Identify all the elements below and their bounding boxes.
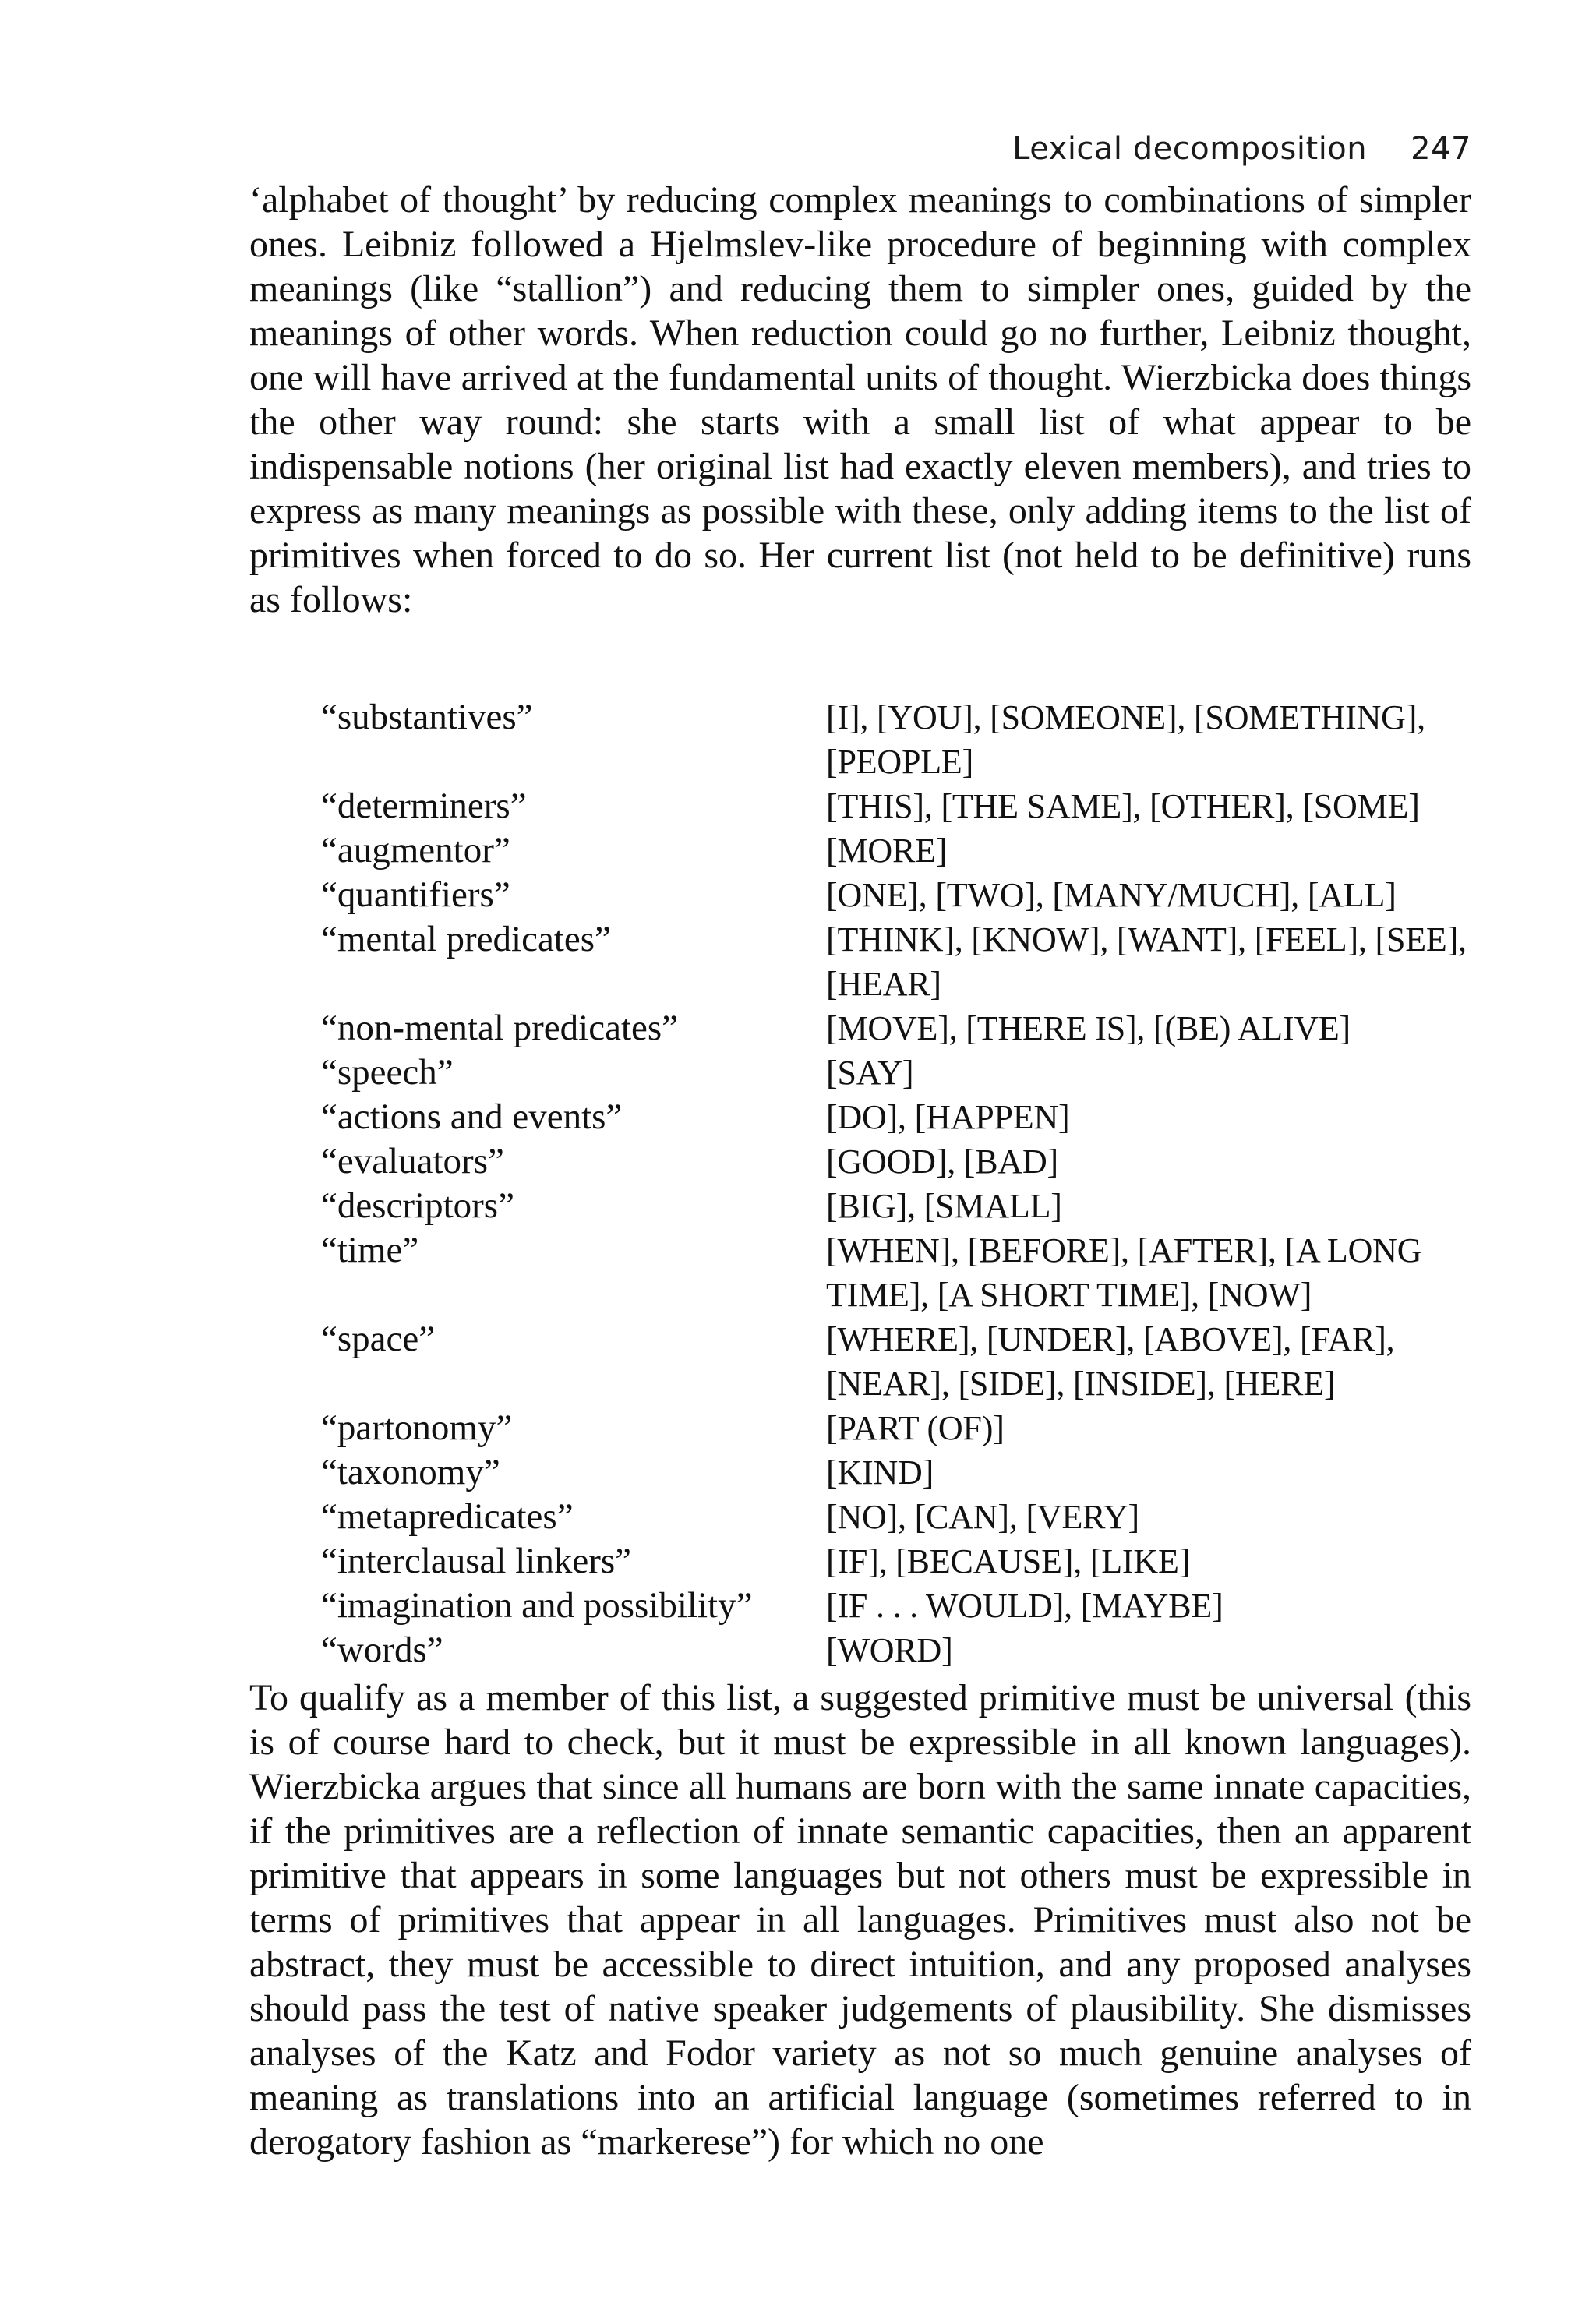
list-item <box>321 695 1474 784</box>
primitive-values: [THIS], [THE SAME], [OTHER], [SOME] <box>826 787 1420 825</box>
list-item <box>321 1539 1474 1584</box>
list-item <box>321 1095 1474 1139</box>
primitive-values: [IF], [BECAUSE], [LIKE] <box>826 1542 1191 1580</box>
list-item <box>321 1584 1474 1628</box>
primitive-category: “space” <box>321 1319 436 1359</box>
list-item <box>321 1450 1474 1495</box>
list-item <box>321 1006 1474 1051</box>
primitive-values: [WORD] <box>826 1631 953 1669</box>
running-title: Lexical decomposition <box>1012 131 1368 167</box>
list-item <box>321 1628 1474 1672</box>
list-item <box>321 1317 1474 1406</box>
primitive-values: [NO], [CAN], [VERY] <box>826 1498 1139 1536</box>
primitive-values: [KIND] <box>826 1453 934 1492</box>
running-head <box>1012 131 1471 167</box>
primitive-values: [IF . . . WOULD], [MAYBE] <box>826 1587 1223 1625</box>
primitive-values: [SAY] <box>826 1054 914 1092</box>
list-item <box>321 1228 1474 1317</box>
list-item <box>321 917 1474 1006</box>
list-item <box>321 1495 1474 1539</box>
page-number: 247 <box>1411 131 1471 167</box>
primitive-values: [PART (OF)] <box>826 1409 1005 1447</box>
primitive-category: “actions and events” <box>321 1097 623 1137</box>
paragraph-criteria: To qualify as a member of this list, a suggested primitive must be universal (this is of course hard to check, but it must be expressible in all known languages). Wierzbicka argues that since all humans are born with the same innate capacities, if the primitives are a reflection of innate semantic capacities, then an apparent primitive that appears in some languages but not others must be expressible in terms of primitives that appear in all languages. Primitives must also not be abstract, they must be accessible to direct intuition, and any proposed analyses should pass the test of native speaker judgements of plausibility. She dismisses analyses of the Katz and Fodor variety as not so much genuine analyses of meaning as translations into an artificial language (sometimes referred to in derogatory fashion as “markerese”) for which no one <box>249 1677 1471 2163</box>
primitive-values: [MORE] <box>826 832 948 870</box>
primitive-values: [MOVE], [THERE IS], [(BE) ALIVE] <box>826 1009 1351 1047</box>
primitive-category: “mental predicates” <box>321 919 611 959</box>
primitive-category: “taxonomy” <box>321 1452 500 1492</box>
primitive-values: [BIG], [SMALL] <box>826 1187 1062 1225</box>
primitive-values: [THINK], [KNOW], [WANT], [FEEL], [SEE], [HEAR] <box>826 920 1467 1003</box>
list-item <box>321 1406 1474 1450</box>
list-item <box>321 784 1474 828</box>
list-item <box>321 1051 1474 1095</box>
primitive-category: “time” <box>321 1230 419 1270</box>
primitive-category: “imagination and possibility” <box>321 1585 753 1626</box>
semantic-primitives-list <box>321 695 1474 1672</box>
primitive-values: [I], [YOU], [SOMEONE], [SOMETHING], [PEOPLE] <box>826 698 1425 781</box>
primitive-category: “evaluators” <box>321 1141 504 1181</box>
primitive-values: [WHEN], [BEFORE], [AFTER], [A LONG TIME], [A SHORT TIME], [NOW] <box>826 1231 1422 1314</box>
primitive-category: “descriptors” <box>321 1185 514 1226</box>
list-item <box>321 1184 1474 1228</box>
list-item <box>321 873 1474 917</box>
primitive-category: “words” <box>321 1630 443 1670</box>
primitive-values: [DO], [HAPPEN] <box>826 1098 1070 1136</box>
primitive-category: “metapredicates” <box>321 1496 574 1537</box>
primitive-category: “partonomy” <box>321 1407 513 1448</box>
primitive-category: “substantives” <box>321 697 533 737</box>
primitive-category: “speech” <box>321 1052 454 1093</box>
primitive-values: [ONE], [TWO], [MANY/MUCH], [ALL] <box>826 876 1396 914</box>
list-item <box>321 828 1474 873</box>
primitive-category: “interclausal linkers” <box>321 1541 632 1581</box>
primitive-values: [WHERE], [UNDER], [ABOVE], [FAR], [NEAR], [SIDE], [INSIDE], [HERE] <box>826 1320 1395 1403</box>
primitive-category: “non-mental predicates” <box>321 1008 679 1048</box>
paragraph-intro: ‘alphabet of thought’ by reducing complex meanings to combinations of simpler ones. Leibniz followed a Hjelmslev-like procedure of beginning with complex meanings (like “stallion”) and reducing them to simpler ones, guided by the meanings of other words. When reduction could go no further, Leibniz thought, one will have arrived at the fundamental units of thought. Wierzbicka does things the other way round: she starts with a small list of what appear to be indispensable notions (her original list had exactly eleven members), and tries to express as many meanings as possible with these, only adding items to the list of primitives when forced to do so. Her current list (not held to be definitive) runs as follows: <box>249 179 1471 620</box>
list-item <box>321 1139 1474 1184</box>
primitive-category: “determiners” <box>321 786 527 826</box>
primitive-category: “augmentor” <box>321 830 510 871</box>
primitive-values: [GOOD], [BAD] <box>826 1142 1059 1181</box>
primitive-category: “quantifiers” <box>321 874 510 915</box>
